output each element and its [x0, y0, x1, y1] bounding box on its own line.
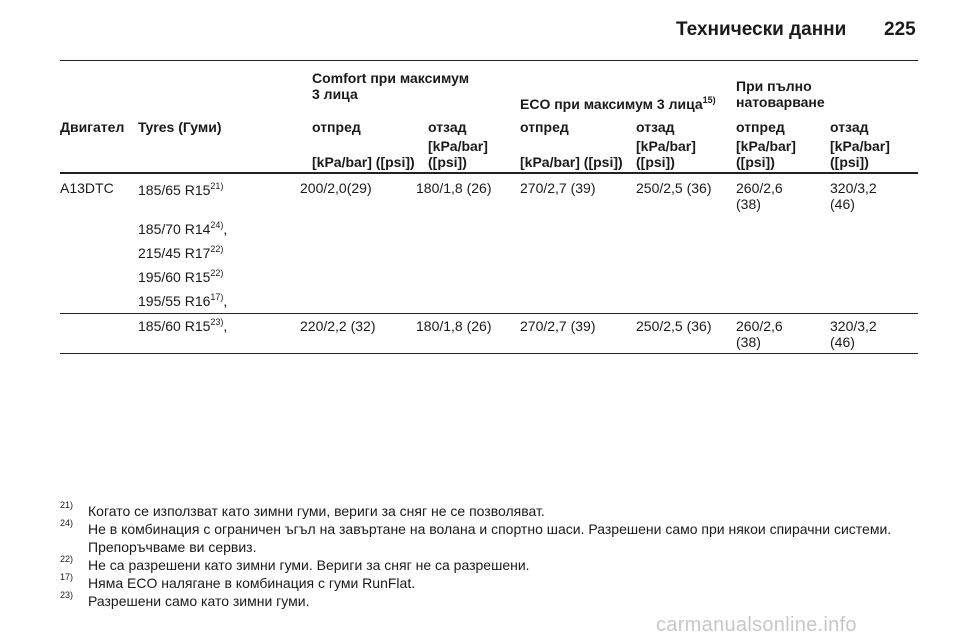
- tyre-note: 24): [210, 220, 224, 230]
- eco-header-note: 15): [702, 95, 716, 105]
- tyre-suffix: ,: [223, 221, 228, 237]
- engine-cell: A13DTC: [60, 180, 114, 196]
- unit-full-front-line2: ([psi]): [736, 154, 775, 170]
- eco-rear-value: 250/2,5 (36): [636, 318, 712, 334]
- footnote-number: 23): [60, 590, 74, 600]
- table-bottom-rule: [60, 353, 918, 354]
- tyre-note: 22): [210, 268, 224, 278]
- comfort-header-line2: 3 лица: [312, 86, 358, 102]
- tyre-size: 185/65 R15: [138, 182, 211, 198]
- unit-eco-rear-line1: [kPa/bar]: [636, 138, 696, 154]
- tyre-suffix: ,: [223, 293, 228, 309]
- watermark: carmanualsonline.info: [656, 614, 857, 636]
- unit-full-rear-line2: ([psi]): [830, 154, 869, 170]
- eco-header: [520, 96, 716, 112]
- engine-column-header: Двигател: [60, 119, 125, 135]
- unit-eco-front: [kPa/bar] ([psi]): [520, 154, 623, 170]
- footnote-number: 24): [60, 518, 74, 528]
- tyre-note: 21): [210, 181, 224, 191]
- tyre-size: 215/45 R17: [138, 245, 211, 261]
- comfort-rear-value: 180/1,8 (26): [416, 318, 492, 334]
- footnote-text: Няма ECO налягане в комбинация с гуми RunFlat.: [88, 575, 416, 591]
- tyre-note: 22): [210, 244, 224, 254]
- comfort-header-line1: Comfort при максимум: [312, 70, 470, 86]
- page-number: 225: [884, 19, 916, 40]
- tyre-size: 185/70 R14: [138, 221, 211, 237]
- page-title: Технически данни: [676, 19, 847, 40]
- full-rear-value-line1: 320/3,2: [830, 318, 877, 334]
- comfort-front-value: 200/2,0(29): [300, 180, 372, 196]
- comfort-front-value: 220/2,2 (32): [300, 318, 376, 334]
- tyre-size-cell: [138, 293, 227, 309]
- tyre-size: 195/55 R16: [138, 293, 211, 309]
- footnote-number: 22): [60, 554, 74, 564]
- footnote-text: Разрешени само като зимни гуми.: [88, 593, 310, 609]
- full-rear-value-line2: (46): [830, 196, 855, 212]
- eco-front-value: 270/2,7 (39): [520, 318, 596, 334]
- unit-full-rear-line1: [kPa/bar]: [830, 138, 890, 154]
- footnote-text: Когато се използват като зимни гуми, вериги за сняг не се позволяват.: [88, 503, 545, 519]
- tyre-note: 17): [210, 292, 224, 302]
- header-rule: [60, 60, 918, 61]
- row-divider: [60, 313, 918, 314]
- eco-front-header: отпред: [520, 119, 569, 135]
- tyre-size-cell: [138, 221, 227, 237]
- full-rear-header: отзад: [830, 119, 869, 135]
- footnote-text: Не са разрешени като зимни гуми. Вериги за сняг не са разрешени.: [88, 557, 530, 573]
- tyres-column-header: Tyres (Гуми): [138, 119, 222, 135]
- unit-comfort-front: [kPa/bar] ([psi]): [312, 154, 415, 170]
- full-rear-value-line2: (46): [830, 334, 855, 350]
- full-front-value-line1: 260/2,6: [736, 180, 783, 196]
- comfort-rear-header: отзад: [428, 119, 467, 135]
- full-rear-value-line1: 320/3,2: [830, 180, 877, 196]
- tyre-size-cell: [138, 182, 223, 198]
- tyre-size-cell: [138, 318, 227, 334]
- tyre-size-cell: [138, 245, 223, 261]
- table-header-rule: [60, 172, 918, 174]
- unit-eco-rear-line2: ([psi]): [636, 154, 675, 170]
- comfort-front-header: отпред: [312, 119, 361, 135]
- full-front-value-line2: (38): [736, 196, 761, 212]
- eco-header-label: ECO при максимум 3 лица: [520, 96, 703, 112]
- comfort-rear-value: 180/1,8 (26): [416, 180, 492, 196]
- footnote-number: 21): [60, 500, 74, 510]
- tyre-note: 23): [210, 317, 224, 327]
- tyre-suffix: ,: [223, 318, 228, 334]
- full-front-value-line2: (38): [736, 334, 761, 350]
- full-load-header-line1: При пълно: [736, 78, 812, 94]
- full-front-value-line1: 260/2,6: [736, 318, 783, 334]
- tyre-size-cell: [138, 269, 223, 285]
- eco-rear-value: 250/2,5 (36): [636, 180, 712, 196]
- tyre-size: 185/60 R15: [138, 318, 211, 334]
- full-front-header: отпред: [736, 119, 785, 135]
- unit-full-front-line1: [kPa/bar]: [736, 138, 796, 154]
- tyre-size: 195/60 R15: [138, 269, 211, 285]
- unit-comfort-rear-line2: ([psi]): [428, 154, 467, 170]
- full-load-header-line2: натоварване: [736, 94, 825, 110]
- unit-comfort-rear-line1: [kPa/bar]: [428, 138, 488, 154]
- footnote-number: 17): [60, 572, 74, 582]
- eco-front-value: 270/2,7 (39): [520, 180, 596, 196]
- footnote-text: Не в комбинация с ограничен ъгъл на завъртане на волана и спортно шаси. Разрешени само при някои спирачни системи. Препоръчваме ви сервиз.: [88, 521, 892, 555]
- eco-rear-header: отзад: [636, 119, 675, 135]
